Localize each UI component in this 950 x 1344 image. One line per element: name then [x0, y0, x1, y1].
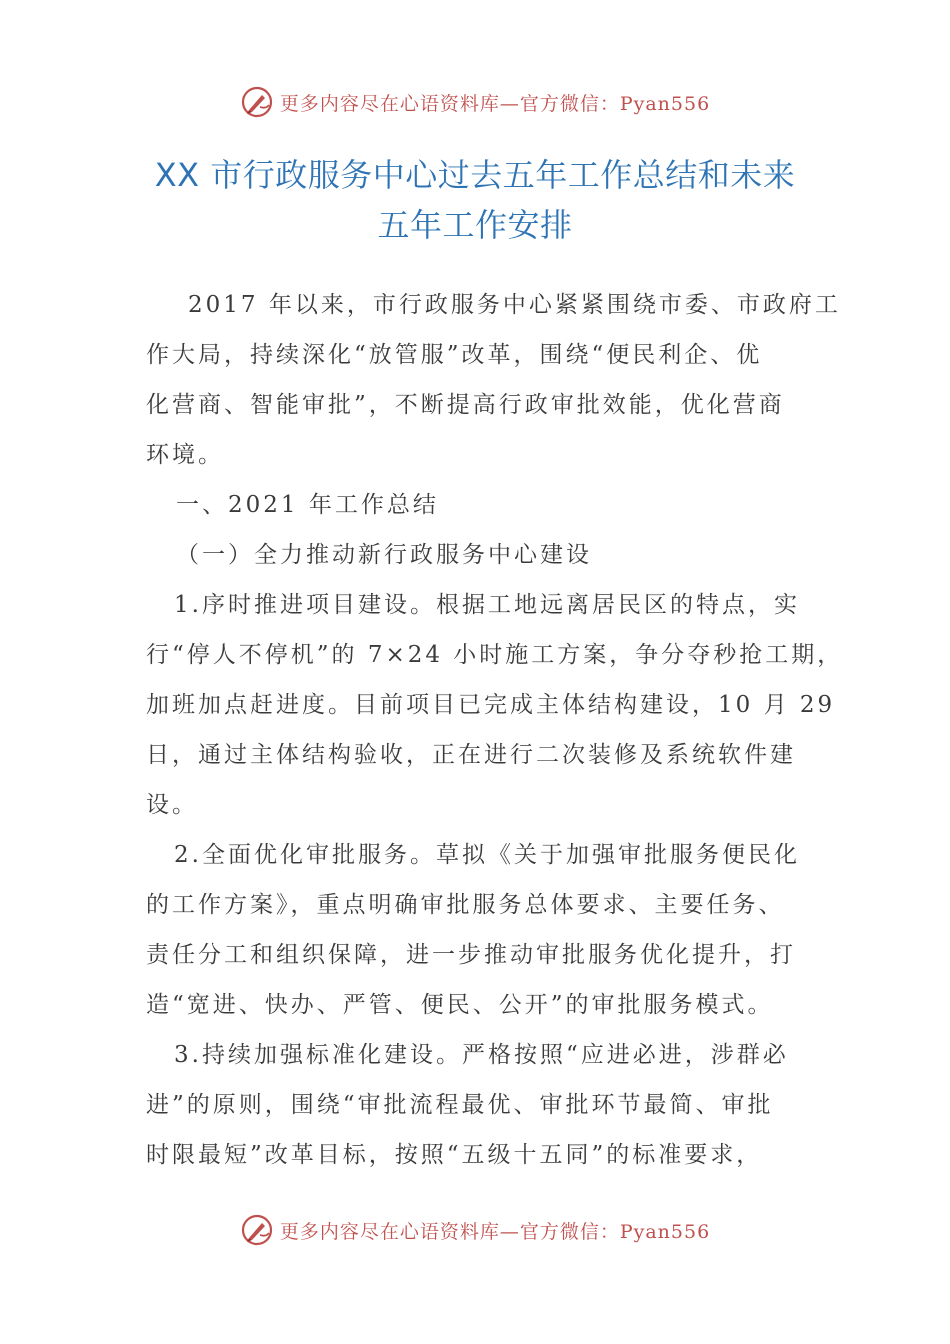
paragraph-line: 进”的原则，围绕“审批流程最优、审批环节最简、审批: [146, 1092, 774, 1118]
paragraph-line: 3.持续加强标准化建设。严格按照“应进必进，涉群必: [174, 1042, 789, 1068]
paragraph-line: 行“停人不停机”的 7×24 小时施工方案，争分夺秒抢工期，: [146, 642, 844, 668]
title-line: XX 市行政服务中心过去五年工作总结和未来: [154, 156, 796, 194]
paragraph-line: 时限最短”改革目标，按照“五级十五同”的标准要求，: [146, 1142, 763, 1168]
subsection-heading: （一）全力推动新行政服务中心建设: [176, 542, 592, 568]
section-heading: 一、2021 年工作总结: [176, 492, 439, 518]
paragraph-line: 的工作方案》，重点明确审批服务总体要求、主要任务、: [146, 892, 785, 918]
banner-text: 更多内容尽在心语资料库—官方微信：Pyan556: [279, 92, 711, 115]
paragraph-line: 作大局，持续深化“放管服”改革，围绕“便民利企、优: [146, 342, 763, 368]
document-body: [146, 280, 844, 1180]
pen-logo-icon: [240, 85, 274, 119]
banner-text: 更多内容尽在心语资料库—官方微信：Pyan556: [279, 1220, 711, 1243]
paragraph-line: 造“宽进、快办、严管、便民、公开”的审批服务模式。: [146, 992, 774, 1018]
paragraph-line: 2017 年以来，市行政服务中心紧紧围绕市委、市政府工: [188, 292, 841, 318]
paragraph-line: 2.全面优化审批服务。草拟《关于加强审批服务便民化: [174, 842, 800, 868]
paragraph-line: 加班加点赶进度。目前项目已完成主体结构建设，10 月 29: [146, 692, 836, 718]
footer-banner: [0, 1210, 950, 1250]
paragraph-line: 1.序时推进项目建设。根据工地远离居民区的特点，实: [174, 592, 800, 618]
document-title: [0, 150, 950, 250]
paragraph-line: 环境。: [146, 442, 224, 468]
title-line: 五年工作安排: [377, 206, 573, 244]
paragraph-line: 责任分工和组织保障，进一步推动审批服务优化提升，打: [146, 942, 796, 968]
pen-logo-icon: [240, 1213, 274, 1247]
paragraph-line: 日，通过主体结构验收，正在进行二次装修及系统软件建: [146, 742, 796, 768]
header-banner: [0, 82, 950, 122]
paragraph-line: 化营商、智能审批”，不断提高行政审批效能，优化营商: [146, 392, 785, 418]
paragraph-line: 设。: [146, 792, 198, 818]
